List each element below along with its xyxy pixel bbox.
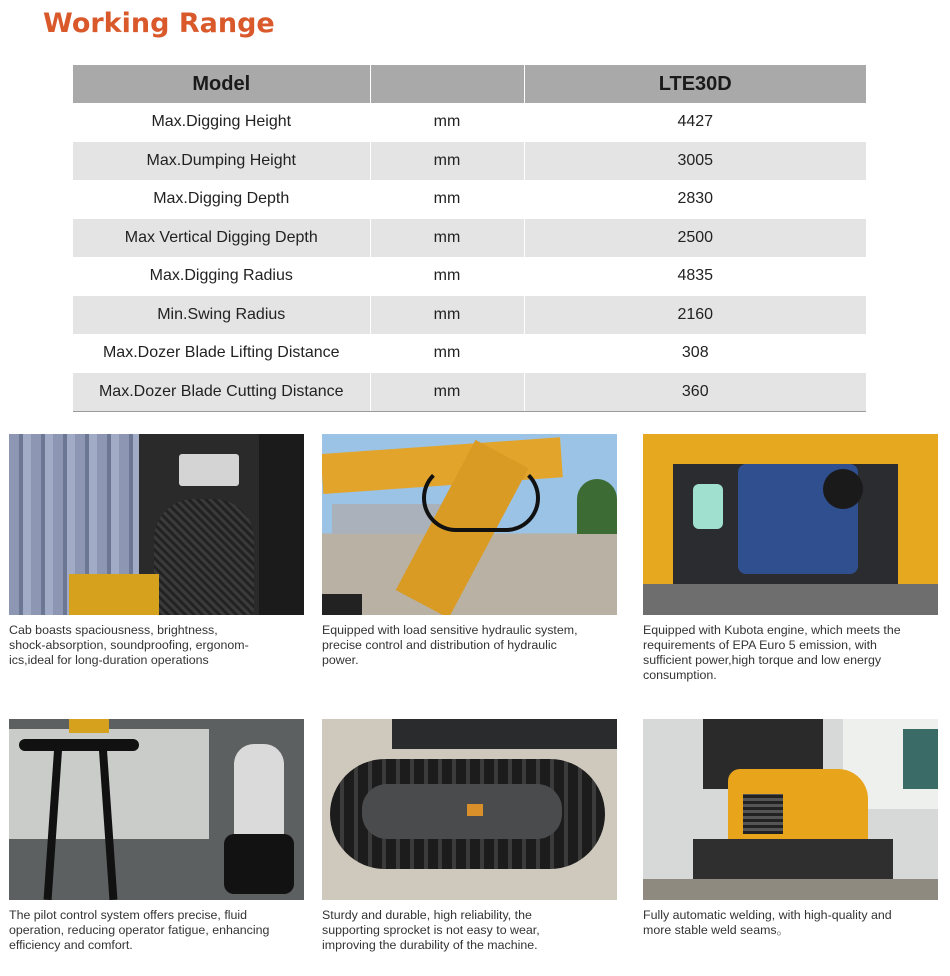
feature-card-engine — [643, 434, 938, 683]
feature-caption: Cab boasts spaciousness, brightness, shock-absorption, soundproofing, ergonom- ics,ideal for long-duration operations — [9, 623, 249, 667]
spec-value: 4427 — [524, 103, 866, 142]
table-row — [73, 219, 866, 258]
table-header-row — [73, 65, 866, 103]
spec-name: Max Vertical Digging Depth — [73, 219, 370, 258]
pilot-control-photo — [9, 719, 304, 900]
header-lte30d: LTE30D — [524, 65, 866, 103]
feature-caption: Sturdy and durable, high reliability, the supporting sprocket is not easy to wear, improving the durability of the machine. — [322, 908, 540, 952]
spec-value: 2500 — [524, 219, 866, 258]
spec-value: 360 — [524, 373, 866, 412]
spec-unit: mm — [370, 219, 524, 258]
feature-card-pilot-control — [9, 719, 304, 953]
welded-body-photo — [643, 719, 938, 900]
spec-name: Max.Digging Depth — [73, 180, 370, 219]
spec-value: 3005 — [524, 142, 866, 181]
feature-caption: Equipped with load sensitive hydraulic system, precise control and distribution of hydraulic power. — [322, 623, 578, 667]
spec-unit: mm — [370, 296, 524, 335]
table-row — [73, 296, 866, 335]
spec-name: Max.Digging Radius — [73, 257, 370, 296]
spec-unit: mm — [370, 257, 524, 296]
cab-interior-photo — [9, 434, 304, 615]
spec-name: Max.Dozer Blade Lifting Distance — [73, 334, 370, 373]
spec-value: 2160 — [524, 296, 866, 335]
table-row — [73, 142, 866, 181]
header-unit — [370, 65, 524, 103]
feature-card-hydraulic — [322, 434, 617, 668]
table-row — [73, 257, 866, 296]
spec-value: 2830 — [524, 180, 866, 219]
spec-unit: mm — [370, 103, 524, 142]
feature-caption: Fully automatic welding, with high-quality and more stable weld seams。 — [643, 908, 892, 937]
spec-name: Max.Dumping Height — [73, 142, 370, 181]
feature-caption: Equipped with Kubota engine, which meets the requirements of EPA Euro 5 emission, with sufficient power,high torque and low energy consumption. — [643, 623, 901, 682]
spec-name: Max.Digging Height — [73, 103, 370, 142]
crawler-track-photo — [322, 719, 617, 900]
feature-card-track — [322, 719, 617, 953]
page-title: Working Range — [43, 8, 275, 39]
table-row — [73, 180, 866, 219]
feature-caption: The pilot control system offers precise, fluid operation, reducing operator fatigue, enhancing efficiency and comfort. — [9, 908, 270, 952]
table-row — [73, 103, 866, 142]
spec-unit: mm — [370, 142, 524, 181]
spec-unit: mm — [370, 334, 524, 373]
spec-unit: mm — [370, 373, 524, 412]
feature-card-cab — [9, 434, 304, 668]
feature-card-welding — [643, 719, 938, 938]
header-model: Model — [73, 65, 370, 103]
spec-unit: mm — [370, 180, 524, 219]
spec-value: 4835 — [524, 257, 866, 296]
spec-name: Max.Dozer Blade Cutting Distance — [73, 373, 370, 412]
spec-name: Min.Swing Radius — [73, 296, 370, 335]
table-row — [73, 334, 866, 373]
working-range-table — [73, 65, 866, 412]
spec-value: 308 — [524, 334, 866, 373]
engine-bay-photo — [643, 434, 938, 615]
hydraulic-arm-photo — [322, 434, 617, 615]
table-row — [73, 373, 866, 412]
